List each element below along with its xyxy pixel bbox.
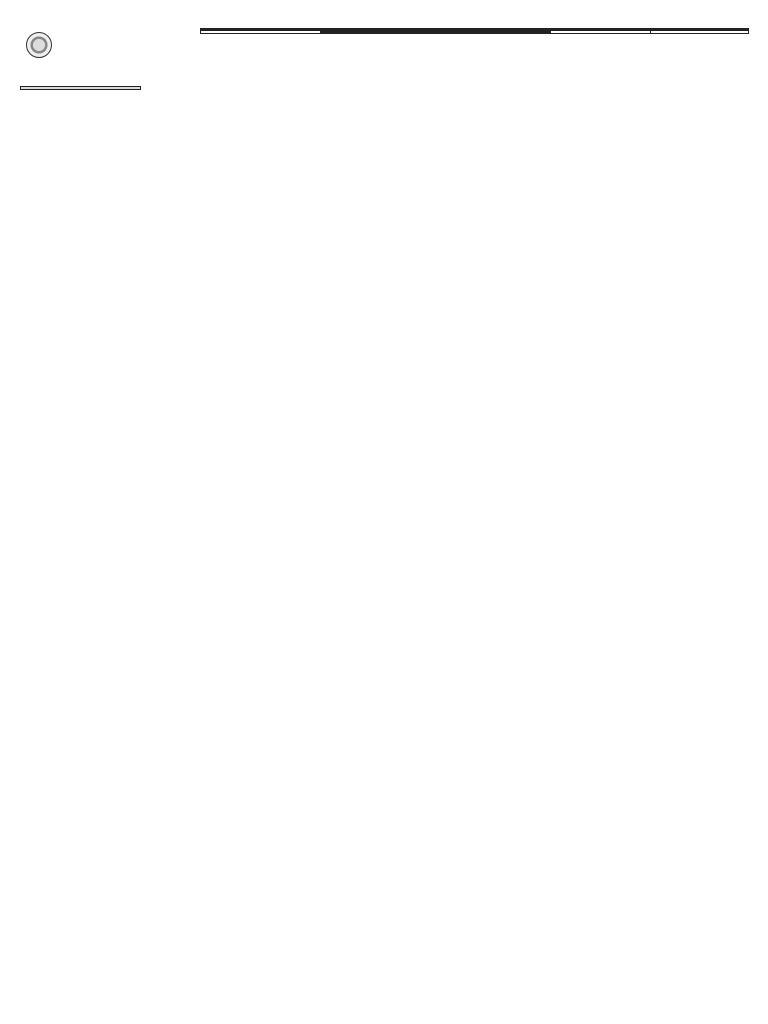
lesson-table-top xyxy=(20,86,748,90)
dates-label xyxy=(201,31,321,34)
header-table xyxy=(200,28,749,34)
quarter-label xyxy=(551,31,651,34)
day-header-row xyxy=(21,87,749,90)
deped-seal-icon xyxy=(26,32,52,58)
top-table-wrap xyxy=(20,86,748,90)
lesson-log-header xyxy=(20,28,748,78)
quarter-value xyxy=(651,31,749,34)
day-header-blank xyxy=(21,87,141,90)
dates-line-3 xyxy=(321,33,551,34)
